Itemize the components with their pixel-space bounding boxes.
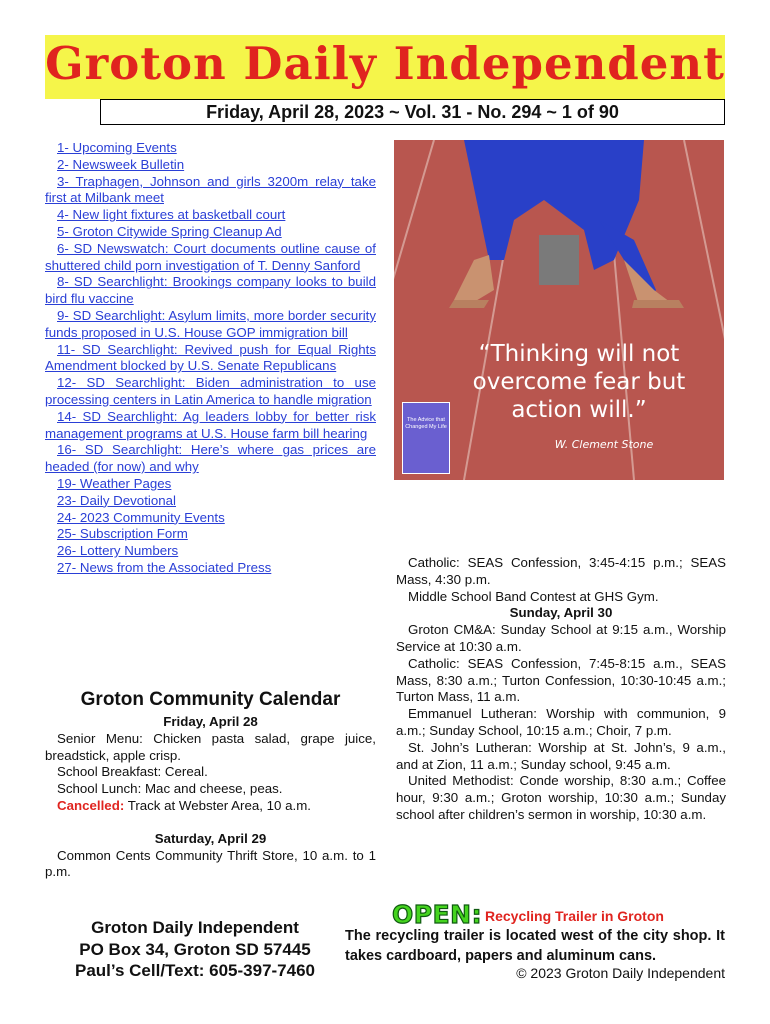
table-of-contents (45, 140, 376, 577)
toc-link[interactable]: 9- SD Searchlight: Asylum limits, more border security funds proposed in U.S. House GOP immigration bill (45, 307, 376, 340)
recycling-title: Recycling Trailer in Groton (485, 908, 664, 924)
book-cover (402, 402, 450, 474)
toc-link[interactable]: 4- New light fixtures at basketball court (57, 207, 286, 223)
calendar-entry: Emmanuel Lutheran: Worship with communion, 9 a.m.; Sunday School, 10:15 a.m.; Choir, 7 p.m. (396, 706, 726, 738)
calendar-entry: United Methodist: Conde worship, 8:30 a.m.; Coffee hour, 9:30 a.m.; Groton worship, 10:30 a.m.; Sunday school after children’s sermon in worship, 10:30 a.m. (396, 773, 726, 822)
toc-link[interactable]: 5- Groton Citywide Spring Cleanup Ad (57, 223, 282, 239)
contact-phone: Paul’s Cell/Text: 605-397-7460 (74, 961, 316, 980)
toc-link[interactable]: 26- Lottery Numbers (57, 543, 179, 559)
calendar-entry: Senior Menu: Chicken pasta salad, grape juice, breadstick, apple crisp. (45, 730, 376, 763)
open-sign: OPEN: (392, 900, 483, 929)
toc-link[interactable]: 1- Upcoming Events (57, 140, 177, 155)
contact-info (45, 917, 345, 982)
quote-text: “Thinking will not overcome fear but action will.” (472, 341, 686, 423)
toc-link[interactable]: 14- SD Searchlight: Ag leaders lobby for better risk management programs at U.S. House farm bill hearing (45, 408, 376, 441)
masthead (45, 35, 725, 99)
calendar-entry: School Breakfast: Cereal. (57, 764, 208, 780)
calendar-continued (396, 555, 726, 824)
cancelled-text: Track at Webster Area, 10 a.m. (124, 797, 311, 813)
toc-link[interactable]: 8- SD Searchlight: Brookings company looks to build bird flu vaccine (45, 274, 376, 307)
calendar-entry: Common Cents Community Thrift Store, 10 a.m. to 1 p.m. (45, 847, 376, 880)
calendar-entry: Catholic: SEAS Confession, 3:45-4:15 p.m.; SEAS Mass, 4:30 p.m. (396, 555, 726, 587)
toc-link[interactable]: 11- SD Searchlight: Revived push for Equal Rights Amendment blocked by U.S. Senate Republicans (45, 341, 376, 374)
calendar-entry: St. John’s Lutheran: Worship at St. John’s, 9 a.m., and at Zion, 11 a.m.; Sunday school, 9:45 a.m. (396, 739, 726, 772)
calendar-title: Groton Community Calendar (80, 689, 341, 710)
toc-link[interactable]: 19- Weather Pages (57, 475, 172, 491)
calendar-entry: School Lunch: Mac and cheese, peas. (57, 781, 283, 797)
recycling-header (392, 900, 727, 928)
toc-link[interactable]: 27- News from the Associated Press (57, 559, 272, 575)
copyright: © 2023 Groton Daily Independent (516, 965, 725, 981)
toc-link[interactable]: 12- SD Searchlight: Biden administration to use processing centers in Latin America to handle migration (45, 375, 376, 407)
toc-link[interactable]: 6- SD Newswatch: Court documents outline cause of shuttered child porn investigation of T. Denny Sanford (45, 240, 376, 273)
calendar-entry (45, 798, 376, 815)
cancelled-label: Cancelled: (57, 797, 125, 813)
book-title: The Advice that Changed My Life (405, 417, 447, 430)
toc-link[interactable]: 2- Newsweek Bulletin (57, 156, 185, 172)
calendar-day-heading: Saturday, April 29 (154, 830, 267, 846)
toc-link[interactable]: 3- Traphagen, Johnson and girls 3200m relay take first at Milbank meet (45, 173, 376, 206)
calendar-entry: Catholic: SEAS Confession, 7:45-8:15 a.m., SEAS Mass, 8:30 a.m.; Turton Confession, 10:30-10:45 a.m.; Turton Mass, 11 a.m. (396, 655, 726, 705)
calendar-entry: Middle School Band Contest at GHS Gym. (408, 588, 659, 604)
masthead-title: Groton Daily Independent (45, 37, 725, 90)
contact-name: Groton Daily Independent (91, 918, 299, 937)
quote-author: W. Clement Stone (554, 438, 654, 451)
community-calendar (45, 688, 376, 881)
calendar-entry: Groton CM&A: Sunday School at 9:15 a.m., Worship Service at 10:30 a.m. (396, 622, 726, 654)
contact-address: PO Box 34, Groton SD 57445 (79, 939, 311, 959)
toc-link[interactable]: 24- 2023 Community Events (57, 509, 225, 525)
calendar-day-heading: Sunday, April 30 (509, 605, 613, 621)
calendar-day-heading: Friday, April 28 (163, 714, 258, 729)
quote-photo (394, 140, 724, 480)
dateline: Friday, April 28, 2023 ~ Vol. 31 - No. 294 ~ 1 of 90 (100, 99, 725, 125)
toc-link[interactable]: 23- Daily Devotional (57, 492, 176, 508)
recycling-text: The recycling trailer is located west of the city shop. It takes cardboard, papers and aluminum cans. (345, 928, 725, 964)
toc-link[interactable]: 16- SD Searchlight: Here’s where gas prices are headed (for now) and why (45, 442, 376, 475)
toc-link[interactable]: 25- Subscription Form (57, 526, 188, 542)
